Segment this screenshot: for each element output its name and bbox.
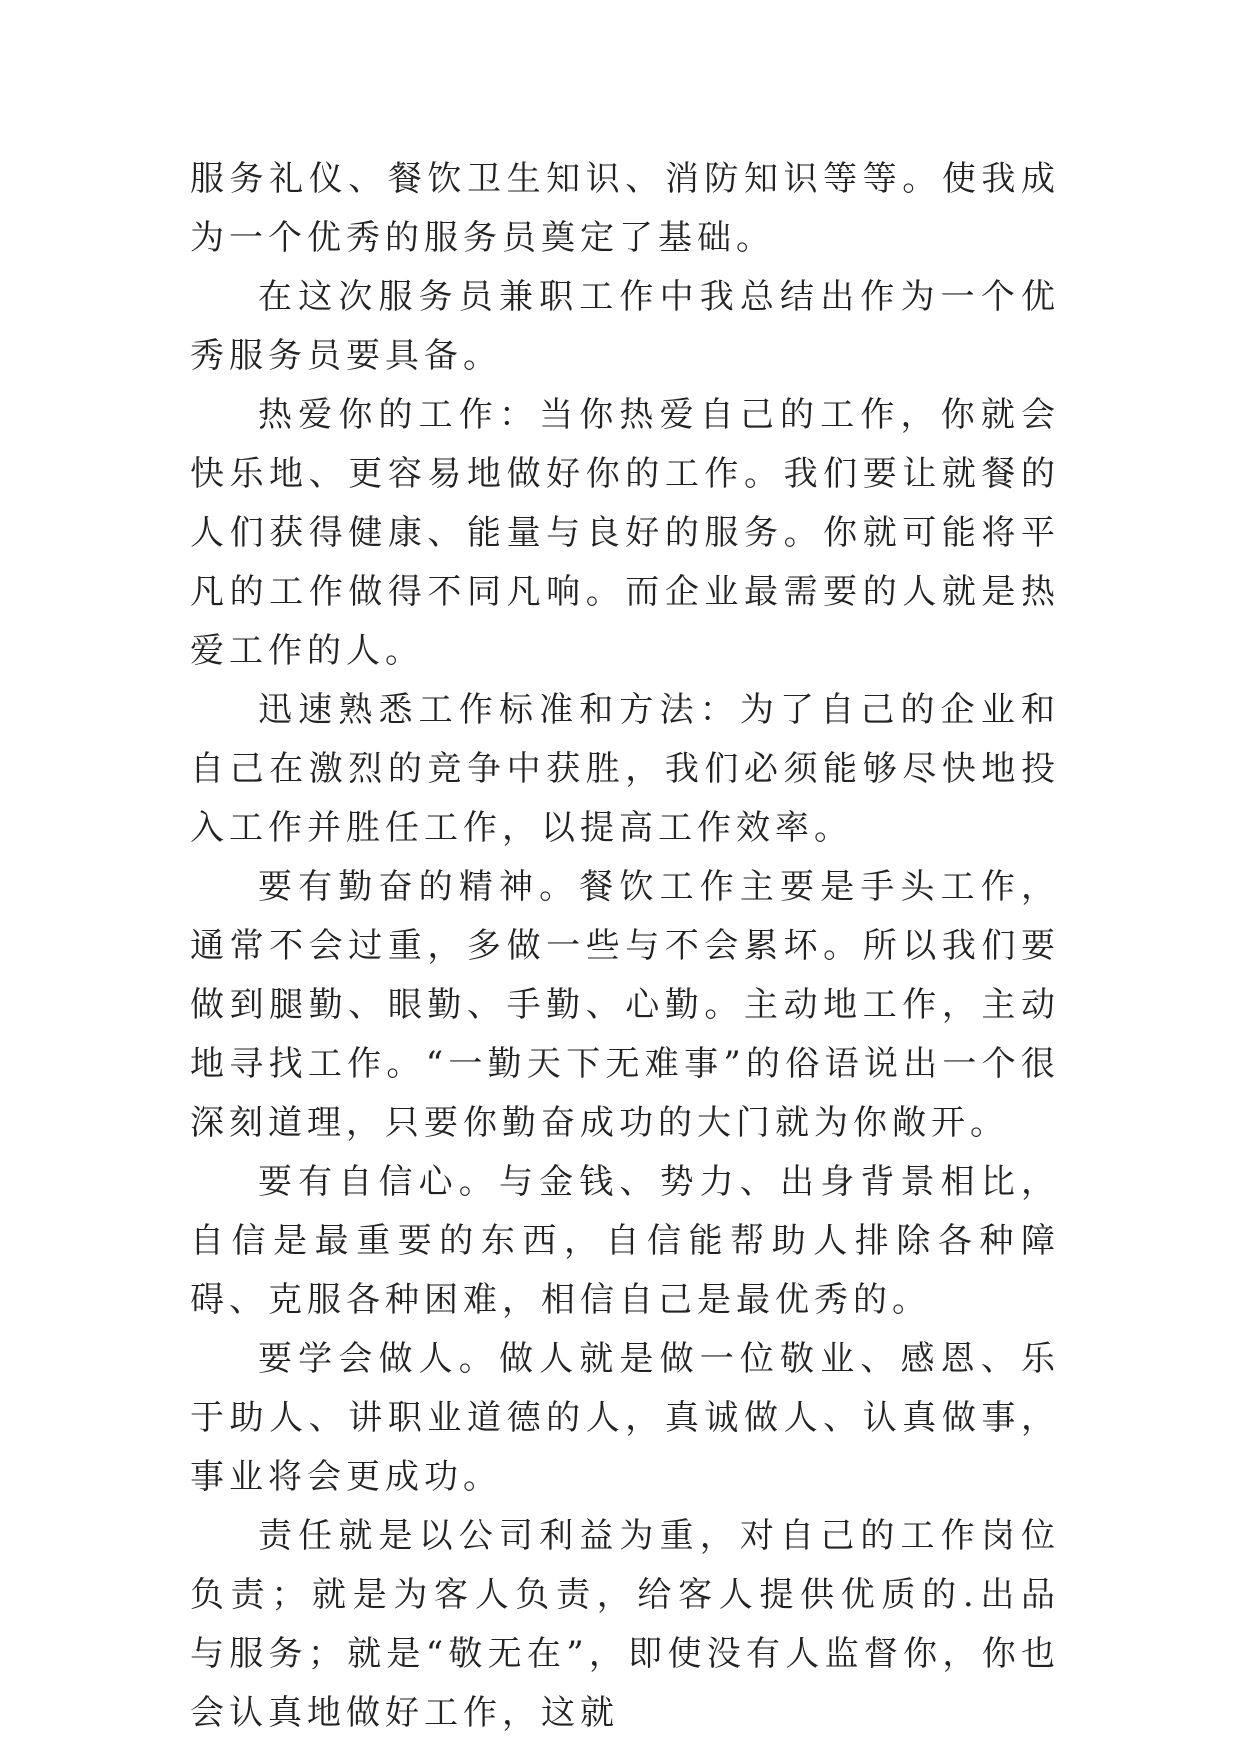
paragraph-diligence: 要有勤奋的精神。餐饮工作主要是手头工作，通常不会过重，多做一些与不会累坏。所以我们要做到腿勤、眼勤、手勤、心勤。主动地工作，主动地寻找工作。“一勤天下无难事”的俗语说出一个很深刻道理，只要你勤奋成功的大门就为你敞开。 xyxy=(190,867,1060,1143)
document-body xyxy=(190,150,1060,1743)
paragraph-continued: 服务礼仪、餐饮卫生知识、消防知识等等。使我成为一个优秀的服务员奠定了基础。 xyxy=(190,159,1060,258)
paragraph-confidence: 要有自信心。与金钱、势力、出身背景相比，自信是最重要的东西，自信能帮助人排除各种障碍、克服各种困难，相信自己是最优秀的。 xyxy=(190,1162,1060,1320)
paragraph-be-a-good-person: 要学会做人。做人就是做一位敬业、感恩、乐于助人、讲职业道德的人，真诚做人、认真做事，事业将会更成功。 xyxy=(190,1339,1060,1497)
paragraph-summary-intro: 在这次服务员兼职工作中我总结出作为一个优秀服务员要具备。 xyxy=(190,277,1060,376)
paragraph-responsibility: 责任就是以公司利益为重，对自己的工作岗位负责；就是为客人负责，给客人提供优质的.出品与服务；就是“敬无在”，即使没有人监督你，你也会认真地做好工作，这就 xyxy=(190,1516,1060,1733)
paragraph-familiarize: 迅速熟悉工作标准和方法：为了自己的企业和自己在激烈的竞争中获胜，我们必须能够尽快地投入工作并胜任工作，以提高工作效率。 xyxy=(190,690,1060,848)
paragraph-love-work: 热爱你的工作：当你热爱自己的工作，你就会快乐地、更容易地做好你的工作。我们要让就餐的人们获得健康、能量与良好的服务。你就可能将平凡的工作做得不同凡响。而企业最需要的人就是热爱工作的人。 xyxy=(190,395,1060,671)
